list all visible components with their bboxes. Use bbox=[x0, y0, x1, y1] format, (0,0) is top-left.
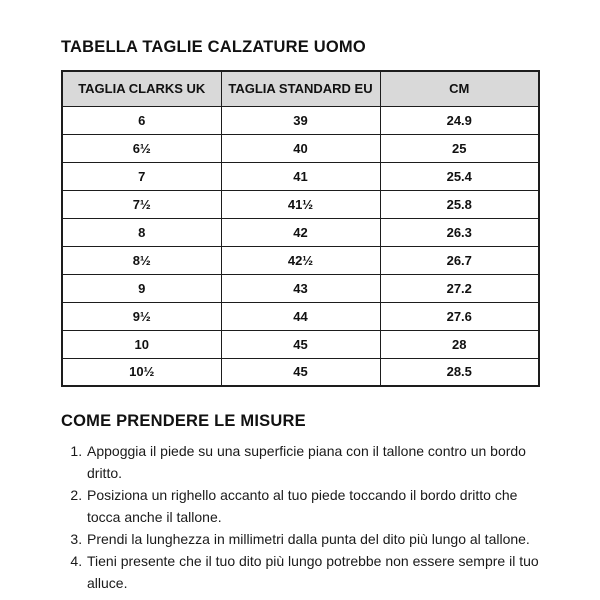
cell-eu: 43 bbox=[221, 274, 380, 302]
table-header-row bbox=[62, 71, 539, 106]
cell-uk: 10½ bbox=[62, 358, 221, 386]
column-header-standard-eu: TAGLIA STANDARD EU bbox=[221, 71, 380, 106]
cell-eu: 42 bbox=[221, 218, 380, 246]
cell-eu: 41½ bbox=[221, 190, 380, 218]
instruction-item: 1. Appoggia il piede su una superficie piana con il tallone contro un bordo dritto. bbox=[86, 440, 539, 484]
table-row bbox=[62, 246, 539, 274]
table-row bbox=[62, 134, 539, 162]
cell-uk: 9½ bbox=[62, 302, 221, 330]
cell-uk: 8½ bbox=[62, 246, 221, 274]
cell-eu: 40 bbox=[221, 134, 380, 162]
cell-uk: 9 bbox=[62, 274, 221, 302]
cell-eu: 41 bbox=[221, 162, 380, 190]
cell-uk: 8 bbox=[62, 218, 221, 246]
cell-eu: 44 bbox=[221, 302, 380, 330]
cell-cm: 26.7 bbox=[380, 246, 539, 274]
measure-instructions bbox=[69, 440, 539, 594]
cell-uk: 6 bbox=[62, 106, 221, 134]
cell-cm: 25.8 bbox=[380, 190, 539, 218]
table-row bbox=[62, 358, 539, 386]
table-row bbox=[62, 302, 539, 330]
table-row bbox=[62, 190, 539, 218]
cell-eu: 42½ bbox=[221, 246, 380, 274]
section-title-measure: COME PRENDERE LE MISURE bbox=[61, 412, 306, 430]
cell-cm: 27.2 bbox=[380, 274, 539, 302]
cell-uk: 10 bbox=[62, 330, 221, 358]
table-row bbox=[62, 106, 539, 134]
cell-cm: 28 bbox=[380, 330, 539, 358]
cell-cm: 28.5 bbox=[380, 358, 539, 386]
cell-cm: 26.3 bbox=[380, 218, 539, 246]
instruction-item: 4. Tieni presente che il tuo dito più lungo potrebbe non essere sempre il tuo alluce. bbox=[86, 550, 539, 594]
cell-cm: 25 bbox=[380, 134, 539, 162]
column-header-clarks-uk: TAGLIA CLARKS UK bbox=[62, 71, 221, 106]
cell-cm: 25.4 bbox=[380, 162, 539, 190]
instruction-item: 2. Posiziona un righello accanto al tuo piede toccando il bordo dritto che tocca anche il tallone. bbox=[86, 484, 539, 528]
page-title: TABELLA TAGLIE CALZATURE UOMO bbox=[61, 38, 366, 56]
cell-uk: 7½ bbox=[62, 190, 221, 218]
table-row bbox=[62, 330, 539, 358]
size-table bbox=[61, 70, 540, 387]
cell-uk: 6½ bbox=[62, 134, 221, 162]
cell-uk: 7 bbox=[62, 162, 221, 190]
cell-eu: 45 bbox=[221, 330, 380, 358]
table-row bbox=[62, 162, 539, 190]
cell-eu: 45 bbox=[221, 358, 380, 386]
cell-eu: 39 bbox=[221, 106, 380, 134]
cell-cm: 27.6 bbox=[380, 302, 539, 330]
column-header-cm: CM bbox=[380, 71, 539, 106]
instruction-item: 3. Prendi la lunghezza in millimetri dalla punta del dito più lungo al tallone. bbox=[86, 528, 539, 550]
table-row bbox=[62, 218, 539, 246]
cell-cm: 24.9 bbox=[380, 106, 539, 134]
table-row bbox=[62, 274, 539, 302]
